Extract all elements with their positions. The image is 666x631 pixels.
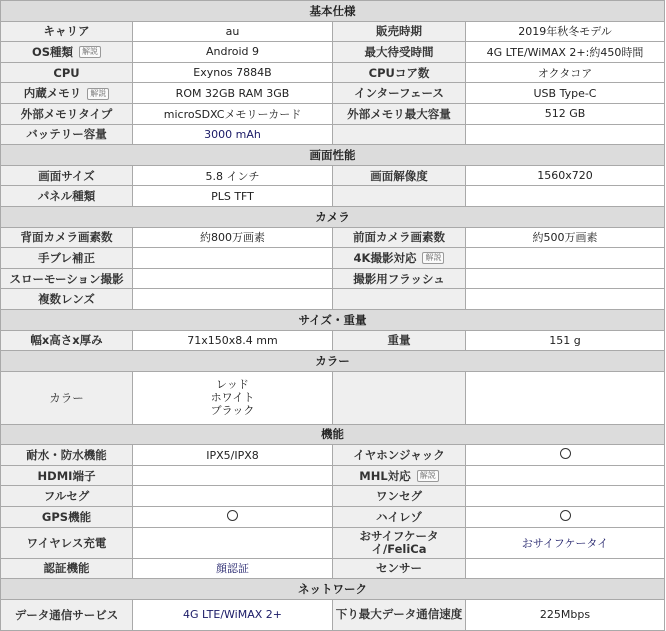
label-auth: 認証機能: [1, 558, 133, 579]
value-gps: [133, 507, 333, 528]
value-cpu-cores: オクタコア: [466, 62, 665, 83]
value-release: 2019年秋冬モデル: [466, 21, 665, 42]
table-row: [1, 186, 665, 207]
table-row: [1, 268, 665, 289]
table-row: [1, 527, 665, 558]
table-row: [1, 165, 665, 186]
value-color: [133, 371, 333, 424]
value-slow-motion: [133, 268, 333, 289]
color-option: レッド: [216, 378, 249, 392]
section-header-camera: カメラ: [1, 206, 665, 227]
value-headphone-jack: [466, 445, 665, 466]
label-empty: [333, 186, 466, 207]
explain-button-memory[interactable]: 解説: [87, 88, 109, 100]
label-empty: [333, 289, 466, 310]
table-row: [1, 599, 665, 630]
explain-button-os[interactable]: 解説: [79, 46, 101, 58]
explain-button-4k[interactable]: 解説: [422, 252, 444, 264]
value-sensor: [466, 558, 665, 579]
label-mhl: [333, 465, 466, 486]
label-os-text: OS種類: [31, 44, 74, 59]
value-max-download: 225Mbps: [466, 599, 665, 630]
label-max-download: 下り最大データ通信速度: [333, 599, 466, 630]
label-dimensions: 幅x高さx厚み: [1, 330, 133, 351]
value-carrier: au: [133, 21, 333, 42]
value-mhl: [466, 465, 665, 486]
table-row: [1, 465, 665, 486]
table-row: [1, 103, 665, 124]
value-4k: [466, 248, 665, 269]
value-os: Android 9: [133, 42, 333, 63]
label-memory: [1, 83, 133, 104]
value-cpu: Exynos 7884B: [133, 62, 333, 83]
value-data-service: 4G LTE/WiMAX 2+: [133, 599, 333, 630]
label-4k-text: 4K撮影対応: [353, 250, 417, 265]
section-header-size: サイズ・重量: [1, 309, 665, 330]
label-osaifu: おサイフケータイ/FeliCa: [333, 527, 466, 558]
label-ext-memory-type: 外部メモリタイプ: [1, 103, 133, 124]
value-screen-size: 5.8 インチ: [133, 165, 333, 186]
label-hdmi: HDMI端子: [1, 465, 133, 486]
value-standby: 4G LTE/WiMAX 2+:約450時間: [466, 42, 665, 63]
label-data-service: データ通信サービス: [1, 599, 133, 630]
label-waterproof: 耐水・防水機能: [1, 445, 133, 466]
label-cpu-cores: CPUコア数: [333, 62, 466, 83]
label-interface: インターフェース: [333, 83, 466, 104]
table-row: [1, 289, 665, 310]
section-header-screen: 画面性能: [1, 145, 665, 166]
label-multi-lens: 複数レンズ: [1, 289, 133, 310]
value-multi-lens: [133, 289, 333, 310]
value-fullseg: [133, 486, 333, 507]
explain-button-mhl[interactable]: 解説: [417, 470, 439, 482]
table-row: [1, 248, 665, 269]
section-header-features: 機能: [1, 424, 665, 445]
label-memory-text: 内蔵メモリ: [23, 86, 82, 101]
table-row: [1, 124, 665, 145]
value-resolution: 1560x720: [466, 165, 665, 186]
value-dimensions: 71x150x8.4 mm: [133, 330, 333, 351]
value-front-camera: 約500万画素: [466, 227, 665, 248]
table-row: [1, 507, 665, 528]
circle-yes-icon: [560, 448, 571, 459]
value-interface: USB Type-C: [466, 83, 665, 104]
label-sensor: センサー: [333, 558, 466, 579]
label-headphone-jack: イヤホンジャック: [333, 445, 466, 466]
value-empty: [466, 289, 665, 310]
label-cpu: CPU: [1, 62, 133, 83]
table-row: [1, 445, 665, 466]
value-flash: [466, 268, 665, 289]
label-4k: [333, 248, 466, 269]
value-panel: PLS TFT: [133, 186, 333, 207]
value-rear-camera: 約800万画素: [133, 227, 333, 248]
section-header-network: ネットワーク: [1, 579, 665, 600]
table-row: [1, 227, 665, 248]
label-ext-memory-max: 外部メモリ最大容量: [333, 103, 466, 124]
value-stabilization: [133, 248, 333, 269]
label-wireless-charging: ワイヤレス充電: [1, 527, 133, 558]
label-slow-motion: スローモーション撮影: [1, 268, 133, 289]
value-memory: ROM 32GB RAM 3GB: [133, 83, 333, 104]
value-oneseg: [466, 486, 665, 507]
table-row: [1, 21, 665, 42]
label-battery: バッテリー容量: [1, 124, 133, 145]
label-os: [1, 42, 133, 63]
table-row: [1, 330, 665, 351]
label-release: 販売時期: [333, 21, 466, 42]
value-osaifu: おサイフケータイ: [466, 527, 665, 558]
table-row: [1, 42, 665, 63]
value-ext-memory-type: microSDXCメモリーカード: [133, 103, 333, 124]
section-header-basic: 基本仕様: [1, 1, 665, 22]
section-header-color: カラー: [1, 351, 665, 372]
label-screen-size: 画面サイズ: [1, 165, 133, 186]
table-row: [1, 486, 665, 507]
value-ext-memory-max: 512 GB: [466, 103, 665, 124]
label-hires: ハイレゾ: [333, 507, 466, 528]
value-waterproof: IPX5/IPX8: [133, 445, 333, 466]
value-empty: [466, 371, 665, 424]
value-hires: [466, 507, 665, 528]
label-mhl-text: MHL対応: [359, 468, 411, 483]
value-battery: 3000 mAh: [133, 124, 333, 145]
label-empty: [333, 371, 466, 424]
value-empty: [466, 186, 665, 207]
table-row: [1, 83, 665, 104]
value-auth: 顔認証: [133, 558, 333, 579]
label-rear-camera: 背面カメラ画素数: [1, 227, 133, 248]
label-gps: GPS機能: [1, 507, 133, 528]
value-wireless-charging: [133, 527, 333, 558]
color-option: ホワイト: [210, 391, 255, 405]
label-flash: 撮影用フラッシュ: [333, 268, 466, 289]
label-oneseg: ワンセグ: [333, 486, 466, 507]
circle-yes-icon: [227, 510, 238, 521]
label-resolution: 画面解像度: [333, 165, 466, 186]
value-empty: [466, 124, 665, 145]
table-row: [1, 371, 665, 424]
label-standby: 最大待受時間: [333, 42, 466, 63]
label-weight: 重量: [333, 330, 466, 351]
label-front-camera: 前面カメラ画素数: [333, 227, 466, 248]
label-fullseg: フルセグ: [1, 486, 133, 507]
label-stabilization: 手ブレ補正: [1, 248, 133, 269]
label-panel: パネル種類: [1, 186, 133, 207]
value-hdmi: [133, 465, 333, 486]
label-carrier: キャリア: [1, 21, 133, 42]
value-weight: 151 g: [466, 330, 665, 351]
table-row: [1, 558, 665, 579]
circle-yes-icon: [560, 510, 571, 521]
label-empty: [333, 124, 466, 145]
table-row: [1, 62, 665, 83]
color-option: ブラック: [210, 404, 255, 418]
label-color: カラー: [1, 371, 133, 424]
